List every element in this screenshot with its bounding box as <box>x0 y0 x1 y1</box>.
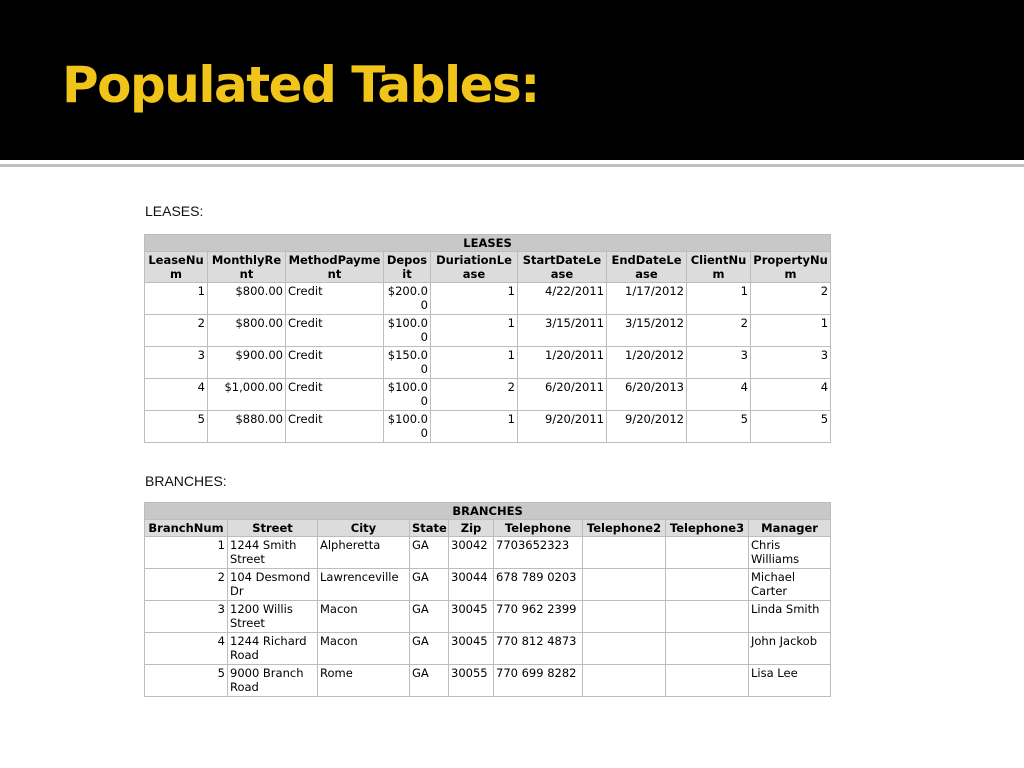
branches-cell: GA <box>410 569 449 601</box>
branches-header-row <box>145 520 831 537</box>
branches-cell: GA <box>410 665 449 697</box>
leases-cell: $100.00 <box>384 379 431 411</box>
branches-cell: 5 <box>145 665 228 697</box>
leases-header-cell: MethodPayment <box>286 252 384 283</box>
leases-table-title: LEASES <box>145 235 831 252</box>
branches-cell: 30045 <box>449 633 494 665</box>
leases-cell: 5 <box>751 411 831 443</box>
leases-cell: Credit <box>286 347 384 379</box>
branches-header-cell: State <box>410 520 449 537</box>
branches-header-cell: Telephone3 <box>666 520 749 537</box>
branches-cell: 2 <box>145 569 228 601</box>
leases-cell: $800.00 <box>208 283 286 315</box>
slide-title: Populated Tables: <box>62 56 539 114</box>
leases-cell: 9/20/2012 <box>607 411 687 443</box>
leases-header-row <box>145 252 831 283</box>
branches-cell: 678 789 0203 <box>494 569 583 601</box>
leases-cell: 6/20/2013 <box>607 379 687 411</box>
leases-cell: 4 <box>145 379 208 411</box>
leases-cell: 1/20/2011 <box>518 347 607 379</box>
branches-cell: Macon <box>318 601 410 633</box>
leases-row <box>145 347 831 379</box>
leases-cell: 9/20/2011 <box>518 411 607 443</box>
leases-header-cell: EndDateLease <box>607 252 687 283</box>
leases-cell: $880.00 <box>208 411 286 443</box>
branches-header-cell: Telephone <box>494 520 583 537</box>
title-bar <box>0 0 1024 160</box>
branches-cell: 30044 <box>449 569 494 601</box>
branches-cell: Chris Williams <box>749 537 831 569</box>
branches-cell: 1244 Richard Road <box>228 633 318 665</box>
leases-cell: 3 <box>687 347 751 379</box>
leases-table <box>144 234 831 443</box>
branches-cell <box>583 633 666 665</box>
branches-header-cell: BranchNum <box>145 520 228 537</box>
branches-cell: 9000 Branch Road <box>228 665 318 697</box>
branches-cell <box>583 537 666 569</box>
leases-cell: 3/15/2012 <box>607 315 687 347</box>
leases-cell: 1/17/2012 <box>607 283 687 315</box>
branches-row <box>145 633 831 665</box>
branches-cell <box>666 601 749 633</box>
branches-cell: GA <box>410 537 449 569</box>
leases-cell: 1 <box>431 283 518 315</box>
leases-cell: $100.00 <box>384 315 431 347</box>
leases-cell: 3/15/2011 <box>518 315 607 347</box>
branches-row <box>145 601 831 633</box>
branches-cell: 30055 <box>449 665 494 697</box>
branches-cell: 4 <box>145 633 228 665</box>
leases-cell: 2 <box>687 315 751 347</box>
leases-cell: Credit <box>286 411 384 443</box>
leases-cell: 5 <box>687 411 751 443</box>
branches-cell: 1200 Willis Street <box>228 601 318 633</box>
branches-header-cell: City <box>318 520 410 537</box>
leases-cell: 1 <box>687 283 751 315</box>
branches-cell: John Jackob <box>749 633 831 665</box>
leases-header-cell: DuriationLease <box>431 252 518 283</box>
leases-cell: 2 <box>431 379 518 411</box>
branches-cell: Michael Carter <box>749 569 831 601</box>
branches-cell <box>666 569 749 601</box>
leases-cell: $100.00 <box>384 411 431 443</box>
leases-cell: $800.00 <box>208 315 286 347</box>
branches-header-cell: Street <box>228 520 318 537</box>
leases-cell: 6/20/2011 <box>518 379 607 411</box>
branches-cell: Macon <box>318 633 410 665</box>
branches-row <box>145 569 831 601</box>
branches-row <box>145 537 831 569</box>
branches-cell: 770 962 2399 <box>494 601 583 633</box>
branches-row <box>145 665 831 697</box>
branches-cell: 30042 <box>449 537 494 569</box>
leases-cell: Credit <box>286 283 384 315</box>
branches-cell <box>666 537 749 569</box>
branches-cell <box>583 569 666 601</box>
leases-cell: $900.00 <box>208 347 286 379</box>
branches-cell: Rome <box>318 665 410 697</box>
leases-cell: 4 <box>751 379 831 411</box>
branches-cell: Lawrenceville <box>318 569 410 601</box>
leases-body <box>145 283 831 443</box>
leases-cell: $200.00 <box>384 283 431 315</box>
leases-cell: 1 <box>431 347 518 379</box>
branches-body <box>145 537 831 697</box>
branches-header-cell: Manager <box>749 520 831 537</box>
leases-cell: 3 <box>751 347 831 379</box>
leases-cell: 4 <box>687 379 751 411</box>
leases-header-cell: ClientNum <box>687 252 751 283</box>
leases-row <box>145 315 831 347</box>
leases-cell: 1 <box>431 411 518 443</box>
leases-row <box>145 379 831 411</box>
leases-header-cell: PropertyNum <box>751 252 831 283</box>
branches-cell <box>583 601 666 633</box>
branches-cell: 104 Desmond Dr <box>228 569 318 601</box>
branches-caption: BRANCHES: <box>145 473 227 489</box>
leases-cell: $150.00 <box>384 347 431 379</box>
leases-cell: Credit <box>286 379 384 411</box>
leases-cell: 1/20/2012 <box>607 347 687 379</box>
leases-row <box>145 283 831 315</box>
branches-cell: 1244 Smith Street <box>228 537 318 569</box>
title-divider <box>0 164 1024 167</box>
leases-header-cell: MonthlyRent <box>208 252 286 283</box>
branches-header-cell: Zip <box>449 520 494 537</box>
branches-cell: 7703652323 <box>494 537 583 569</box>
leases-cell: 1 <box>431 315 518 347</box>
branches-cell: Linda Smith <box>749 601 831 633</box>
leases-cell: 4/22/2011 <box>518 283 607 315</box>
branches-cell: 3 <box>145 601 228 633</box>
branches-cell: GA <box>410 633 449 665</box>
branches-cell <box>583 665 666 697</box>
leases-cell: Credit <box>286 315 384 347</box>
leases-cell: 3 <box>145 347 208 379</box>
leases-header-cell: LeaseNum <box>145 252 208 283</box>
branches-title-row <box>145 503 831 520</box>
leases-cell: 1 <box>751 315 831 347</box>
branches-cell: Lisa Lee <box>749 665 831 697</box>
branches-header-cell: Telephone2 <box>583 520 666 537</box>
leases-title-row <box>145 235 831 252</box>
branches-cell: 770 699 8282 <box>494 665 583 697</box>
leases-cell: 2 <box>751 283 831 315</box>
branches-cell: 30045 <box>449 601 494 633</box>
branches-cell <box>666 665 749 697</box>
branches-cell: Alpheretta <box>318 537 410 569</box>
leases-header-cell: StartDateLease <box>518 252 607 283</box>
leases-row <box>145 411 831 443</box>
leases-cell: 5 <box>145 411 208 443</box>
branches-cell <box>666 633 749 665</box>
branches-table <box>144 502 831 697</box>
leases-cell: $1,000.00 <box>208 379 286 411</box>
leases-cell: 2 <box>145 315 208 347</box>
branches-cell: 1 <box>145 537 228 569</box>
branches-cell: 770 812 4873 <box>494 633 583 665</box>
leases-header-cell: Deposit <box>384 252 431 283</box>
leases-caption: LEASES: <box>145 203 204 219</box>
leases-cell: 1 <box>145 283 208 315</box>
branches-table-title: BRANCHES <box>145 503 831 520</box>
branches-cell: GA <box>410 601 449 633</box>
